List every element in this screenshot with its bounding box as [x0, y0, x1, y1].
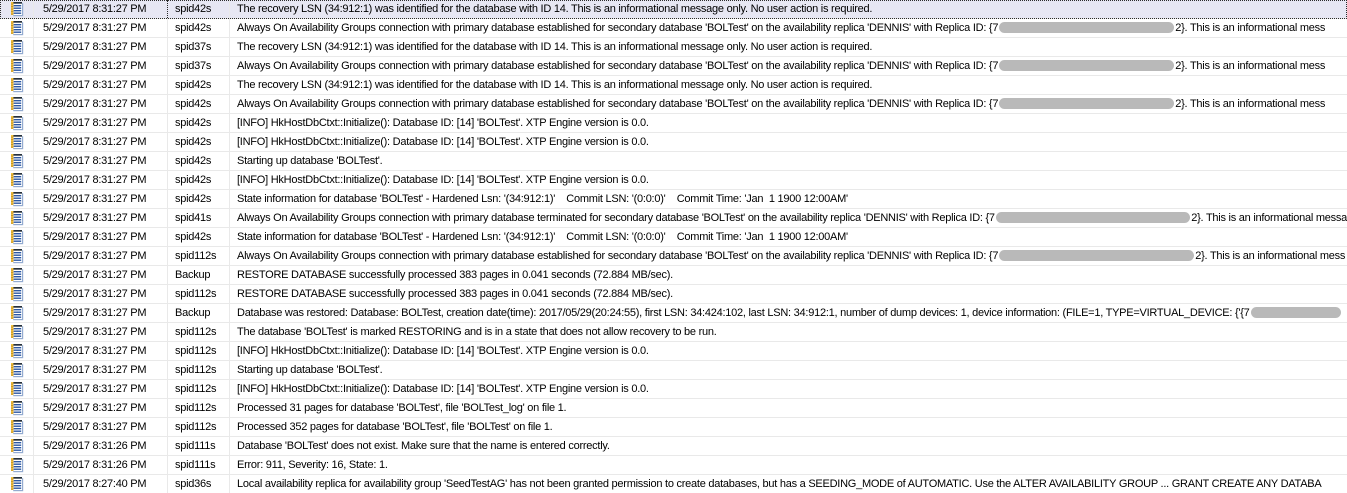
- log-date: 5/29/2017 8:31:27 PM: [34, 285, 168, 303]
- log-message-text: Starting up database 'BOLTest'.: [237, 155, 383, 167]
- log-row[interactable]: [0, 76, 1347, 95]
- log-source: spid42s: [168, 114, 230, 132]
- log-row[interactable]: [0, 418, 1347, 437]
- log-message: [230, 247, 1347, 265]
- log-message: [230, 171, 1347, 189]
- redacted-replica-id: [999, 250, 1194, 261]
- log-source: spid112s: [168, 380, 230, 398]
- log-entry-note-icon: [10, 39, 24, 55]
- log-message-text: RESTORE DATABASE successfully processed 383 pages in 0.041 seconds (72.884 MB/sec).: [237, 269, 673, 281]
- log-message: [230, 304, 1347, 322]
- log-row-icon-cell: [0, 266, 34, 284]
- log-message: [230, 437, 1347, 455]
- log-source: spid112s: [168, 418, 230, 436]
- log-row-icon-cell: [0, 399, 34, 417]
- log-message-text: The recovery LSN (34:912:1) was identified for the database with ID 14. This is an informational message only. No user action is required.: [237, 41, 873, 53]
- log-source: spid42s: [168, 171, 230, 189]
- log-row[interactable]: [0, 38, 1347, 57]
- log-message-text: Always On Availability Groups connection with primary database established for secondary database 'BOLTest' on the availability replica 'DENNIS' with Replica ID: {7: [237, 250, 999, 262]
- log-date: 5/29/2017 8:31:27 PM: [34, 323, 168, 341]
- log-date: 5/29/2017 8:31:26 PM: [34, 456, 168, 474]
- log-date: 5/29/2017 8:31:27 PM: [34, 342, 168, 360]
- log-row[interactable]: [0, 285, 1347, 304]
- log-row-icon-cell: [0, 19, 34, 37]
- log-entry-note-icon: [10, 58, 24, 74]
- log-date: 5/29/2017 8:31:27 PM: [34, 209, 168, 227]
- log-entry-note-icon: [10, 134, 24, 150]
- log-entry-note-icon: [10, 153, 24, 169]
- log-row-icon-cell: [0, 190, 34, 208]
- log-message: [230, 266, 1347, 284]
- log-message: [230, 209, 1347, 227]
- log-date: 5/29/2017 8:31:27 PM: [34, 266, 168, 284]
- log-source: spid111s: [168, 437, 230, 455]
- log-message-text: 2}. This is an informational messa: [1191, 212, 1347, 224]
- log-row[interactable]: [0, 152, 1347, 171]
- log-row[interactable]: [0, 171, 1347, 190]
- log-row[interactable]: [0, 209, 1347, 228]
- log-message: [230, 228, 1347, 246]
- log-date: 5/29/2017 8:31:26 PM: [34, 437, 168, 455]
- log-message: [230, 399, 1347, 417]
- log-row[interactable]: [0, 133, 1347, 152]
- log-row-icon-cell: [0, 209, 34, 227]
- log-row[interactable]: [0, 475, 1347, 493]
- log-row-icon-cell: [0, 380, 34, 398]
- log-row-icon-cell: [0, 437, 34, 455]
- log-message-text: Database was restored: Database: BOLTest, creation date(time): 2017/05/29(20:24:55), first LSN: 34:424:102, last LSN: 34:912:1, number of dump devices: 1, device information: (FILE=1, TYPE=VIRTUAL_DEVICE: {'{7: [237, 307, 1250, 319]
- log-row[interactable]: [0, 456, 1347, 475]
- log-message-text: Always On Availability Groups connection with primary database established for secondary database 'BOLTest' on the availability replica 'DENNIS' with Replica ID: {7: [237, 22, 999, 34]
- log-source: spid111s: [168, 456, 230, 474]
- log-date: 5/29/2017 8:31:27 PM: [34, 380, 168, 398]
- log-date: 5/29/2017 8:31:27 PM: [34, 418, 168, 436]
- log-source: Backup: [168, 266, 230, 284]
- log-row-icon-cell: [0, 285, 34, 303]
- log-date: 5/29/2017 8:31:27 PM: [34, 19, 168, 37]
- log-row-icon-cell: [0, 76, 34, 94]
- log-source: spid112s: [168, 361, 230, 379]
- log-row-icon-cell: [0, 247, 34, 265]
- log-row[interactable]: [0, 247, 1347, 266]
- log-entry-note-icon: [10, 419, 24, 435]
- log-date: 5/29/2017 8:31:27 PM: [34, 247, 168, 265]
- log-date: 5/29/2017 8:31:27 PM: [34, 57, 168, 75]
- log-message: [230, 380, 1347, 398]
- log-row-icon-cell: [0, 171, 34, 189]
- log-row-icon-cell: [0, 114, 34, 132]
- log-row-icon-cell: [0, 95, 34, 113]
- log-row[interactable]: [0, 266, 1347, 285]
- log-date: 5/29/2017 8:31:27 PM: [34, 190, 168, 208]
- log-source: spid36s: [168, 475, 230, 493]
- log-row[interactable]: [0, 0, 1347, 19]
- log-source: spid42s: [168, 95, 230, 113]
- log-message-text: [INFO] HkHostDbCtxt::Initialize(): Database ID: [14] 'BOLTest'. XTP Engine version is 0.0.: [237, 174, 649, 186]
- log-row-icon-cell: [0, 152, 34, 170]
- log-date: 5/29/2017 8:31:27 PM: [34, 133, 168, 151]
- log-message-text: Always On Availability Groups connection with primary database terminated for secondary database 'BOLTest' on the availability replica 'DENNIS' with Replica ID: {7: [237, 212, 995, 224]
- log-message: [230, 285, 1347, 303]
- log-message-text: Processed 31 pages for database 'BOLTest', file 'BOLTest_log' on file 1.: [237, 402, 567, 414]
- log-message-text: Processed 352 pages for database 'BOLTest', file 'BOLTest' on file 1.: [237, 421, 553, 433]
- log-entry-note-icon: [10, 343, 24, 359]
- log-source: spid37s: [168, 57, 230, 75]
- log-source: spid37s: [168, 38, 230, 56]
- log-row-icon-cell: [0, 304, 34, 322]
- log-entry-note-icon: [10, 476, 24, 492]
- log-source: spid41s: [168, 209, 230, 227]
- log-message-text: The database 'BOLTest' is marked RESTORING and is in a state that does not allow recovery to be run.: [237, 326, 717, 338]
- log-entry-note-icon: [10, 457, 24, 473]
- log-row-icon-cell: [0, 228, 34, 246]
- log-entry-note-icon: [10, 20, 24, 36]
- log-message: [230, 114, 1347, 132]
- log-entry-note-icon: [10, 305, 24, 321]
- log-source: spid112s: [168, 323, 230, 341]
- log-source: spid42s: [168, 152, 230, 170]
- redacted-replica-id: [996, 212, 1190, 223]
- log-message-text: Always On Availability Groups connection with primary database established for secondary database 'BOLTest' on the availability replica 'DENNIS' with Replica ID: {7: [237, 98, 999, 110]
- log-row-icon-cell: [0, 57, 34, 75]
- log-row[interactable]: [0, 57, 1347, 76]
- log-message-text: [INFO] HkHostDbCtxt::Initialize(): Database ID: [14] 'BOLTest'. XTP Engine version is 0.0.: [237, 383, 649, 395]
- log-row[interactable]: [0, 228, 1347, 247]
- log-message-text: [INFO] HkHostDbCtxt::Initialize(): Database ID: [14] 'BOLTest'. XTP Engine version is 0.0.: [237, 117, 649, 129]
- log-message-text: The recovery LSN (34:912:1) was identified for the database with ID 14. This is an informational message only. No user action is required.: [237, 3, 873, 15]
- log-message: [230, 57, 1347, 75]
- redacted-replica-id: [999, 22, 1174, 33]
- log-entry-note-icon: [10, 77, 24, 93]
- log-message-text: State information for database 'BOLTest' - Hardened Lsn: '(34:912:1)' Commit LSN: '(0:0:0)' Commit Time: 'Jan 1 1900 12:00AM': [237, 231, 848, 243]
- log-entry-note-icon: [10, 229, 24, 245]
- log-row[interactable]: [0, 190, 1347, 209]
- log-entry-note-icon: [10, 362, 24, 378]
- log-row-icon-cell: [0, 342, 34, 360]
- log-message-text: Error: 911, Severity: 16, State: 1.: [237, 459, 388, 471]
- log-message: [230, 76, 1347, 94]
- log-source: spid112s: [168, 399, 230, 417]
- log-message-text: Database 'BOLTest' does not exist. Make sure that the name is entered correctly.: [237, 440, 610, 452]
- log-message-text: 2}. This is an informational mess: [1175, 22, 1326, 34]
- log-message-text: 2}. This is an informational mess: [1175, 98, 1326, 110]
- log-message-text: Starting up database 'BOLTest'.: [237, 364, 383, 376]
- log-message: [230, 190, 1347, 208]
- log-row[interactable]: [0, 437, 1347, 456]
- log-message: [230, 95, 1347, 113]
- log-row[interactable]: [0, 399, 1347, 418]
- log-message: [230, 418, 1347, 436]
- log-message: [230, 152, 1347, 170]
- log-source: spid42s: [168, 190, 230, 208]
- log-message: [230, 456, 1347, 474]
- log-message-text: Always On Availability Groups connection with primary database established for secondary database 'BOLTest' on the availability replica 'DENNIS' with Replica ID: {7: [237, 60, 999, 72]
- log-message: [230, 133, 1347, 151]
- log-message-text: The recovery LSN (34:912:1) was identified for the database with ID 14. This is an informational message only. No user action is required.: [237, 79, 873, 91]
- log-row[interactable]: [0, 361, 1347, 380]
- log-entry-note-icon: [10, 96, 24, 112]
- log-entry-note-icon: [10, 248, 24, 264]
- log-message-text: RESTORE DATABASE successfully processed 383 pages in 0.041 seconds (72.884 MB/sec).: [237, 288, 673, 300]
- log-entry-note-icon: [10, 267, 24, 283]
- log-row-icon-cell: [0, 418, 34, 436]
- log-message: [230, 0, 1347, 18]
- log-source: Backup: [168, 304, 230, 322]
- log-source: spid112s: [168, 285, 230, 303]
- log-row-icon-cell: [0, 38, 34, 56]
- log-message: [230, 323, 1347, 341]
- log-message-text: 2}. This is an informational mess: [1195, 250, 1346, 262]
- log-row-icon-cell: [0, 361, 34, 379]
- log-message: [230, 38, 1347, 56]
- log-message-text: Local availability replica for availability group 'SeedTestAG' has not been granted permission to create databases, but has a SEEDING_MODE of AUTOMATIC. Use the ALTER AVAILABILITY GROUP ... GRANT CREATE ANY DATABA: [237, 478, 1322, 490]
- log-message: [230, 361, 1347, 379]
- log-row[interactable]: [0, 380, 1347, 399]
- log-entry-note-icon: [10, 115, 24, 131]
- log-row[interactable]: [0, 323, 1347, 342]
- log-entry-note-icon: [10, 286, 24, 302]
- log-date: 5/29/2017 8:31:27 PM: [34, 399, 168, 417]
- log-message: [230, 475, 1347, 493]
- log-source: spid112s: [168, 247, 230, 265]
- log-date: 5/29/2017 8:31:27 PM: [34, 114, 168, 132]
- log-date: 5/29/2017 8:31:27 PM: [34, 361, 168, 379]
- log-row[interactable]: [0, 19, 1347, 38]
- log-entry-note-icon: [10, 400, 24, 416]
- log-source: spid112s: [168, 342, 230, 360]
- log-row-icon-cell: [0, 133, 34, 151]
- log-row-icon-cell: [0, 456, 34, 474]
- log-entry-note-icon: [10, 210, 24, 226]
- log-date: 5/29/2017 8:31:27 PM: [34, 0, 168, 18]
- log-row-icon-cell: [0, 475, 34, 493]
- log-date: 5/29/2017 8:27:40 PM: [34, 475, 168, 493]
- log-row[interactable]: [0, 304, 1347, 323]
- log-row-icon-cell: [0, 323, 34, 341]
- log-message: [230, 19, 1347, 37]
- log-message-text: [INFO] HkHostDbCtxt::Initialize(): Database ID: [14] 'BOLTest'. XTP Engine version is 0.0.: [237, 136, 649, 148]
- log-source: spid42s: [168, 76, 230, 94]
- log-message-text: [INFO] HkHostDbCtxt::Initialize(): Database ID: [14] 'BOLTest'. XTP Engine version is 0.0.: [237, 345, 649, 357]
- log-source: spid42s: [168, 133, 230, 151]
- log-date: 5/29/2017 8:31:27 PM: [34, 228, 168, 246]
- log-entry-note-icon: [10, 172, 24, 188]
- log-entry-note-icon: [10, 381, 24, 397]
- redacted-replica-id: [999, 98, 1174, 109]
- log-source: spid42s: [168, 228, 230, 246]
- log-entry-note-icon: [10, 324, 24, 340]
- log-message: [230, 342, 1347, 360]
- log-entry-note-icon: [10, 1, 24, 17]
- log-date: 5/29/2017 8:31:27 PM: [34, 304, 168, 322]
- log-date: 5/29/2017 8:31:27 PM: [34, 152, 168, 170]
- log-date: 5/29/2017 8:31:27 PM: [34, 38, 168, 56]
- log-source: spid42s: [168, 0, 230, 18]
- log-source: spid42s: [168, 19, 230, 37]
- log-message-text: State information for database 'BOLTest' - Hardened Lsn: '(34:912:1)' Commit LSN: '(0:0:0)' Commit Time: 'Jan 1 1900 12:00AM': [237, 193, 848, 205]
- log-entry-note-icon: [10, 191, 24, 207]
- log-row-icon-cell: [0, 0, 34, 18]
- log-row[interactable]: [0, 95, 1347, 114]
- redacted-replica-id: [999, 60, 1174, 71]
- log-message-text: 2}. This is an informational mess: [1175, 60, 1326, 72]
- log-date: 5/29/2017 8:31:27 PM: [34, 95, 168, 113]
- redacted-replica-id: [1251, 307, 1341, 318]
- log-entry-note-icon: [10, 438, 24, 454]
- log-date: 5/29/2017 8:31:27 PM: [34, 76, 168, 94]
- log-row[interactable]: [0, 342, 1347, 361]
- log-date: 5/29/2017 8:31:27 PM: [34, 171, 168, 189]
- log-row[interactable]: [0, 114, 1347, 133]
